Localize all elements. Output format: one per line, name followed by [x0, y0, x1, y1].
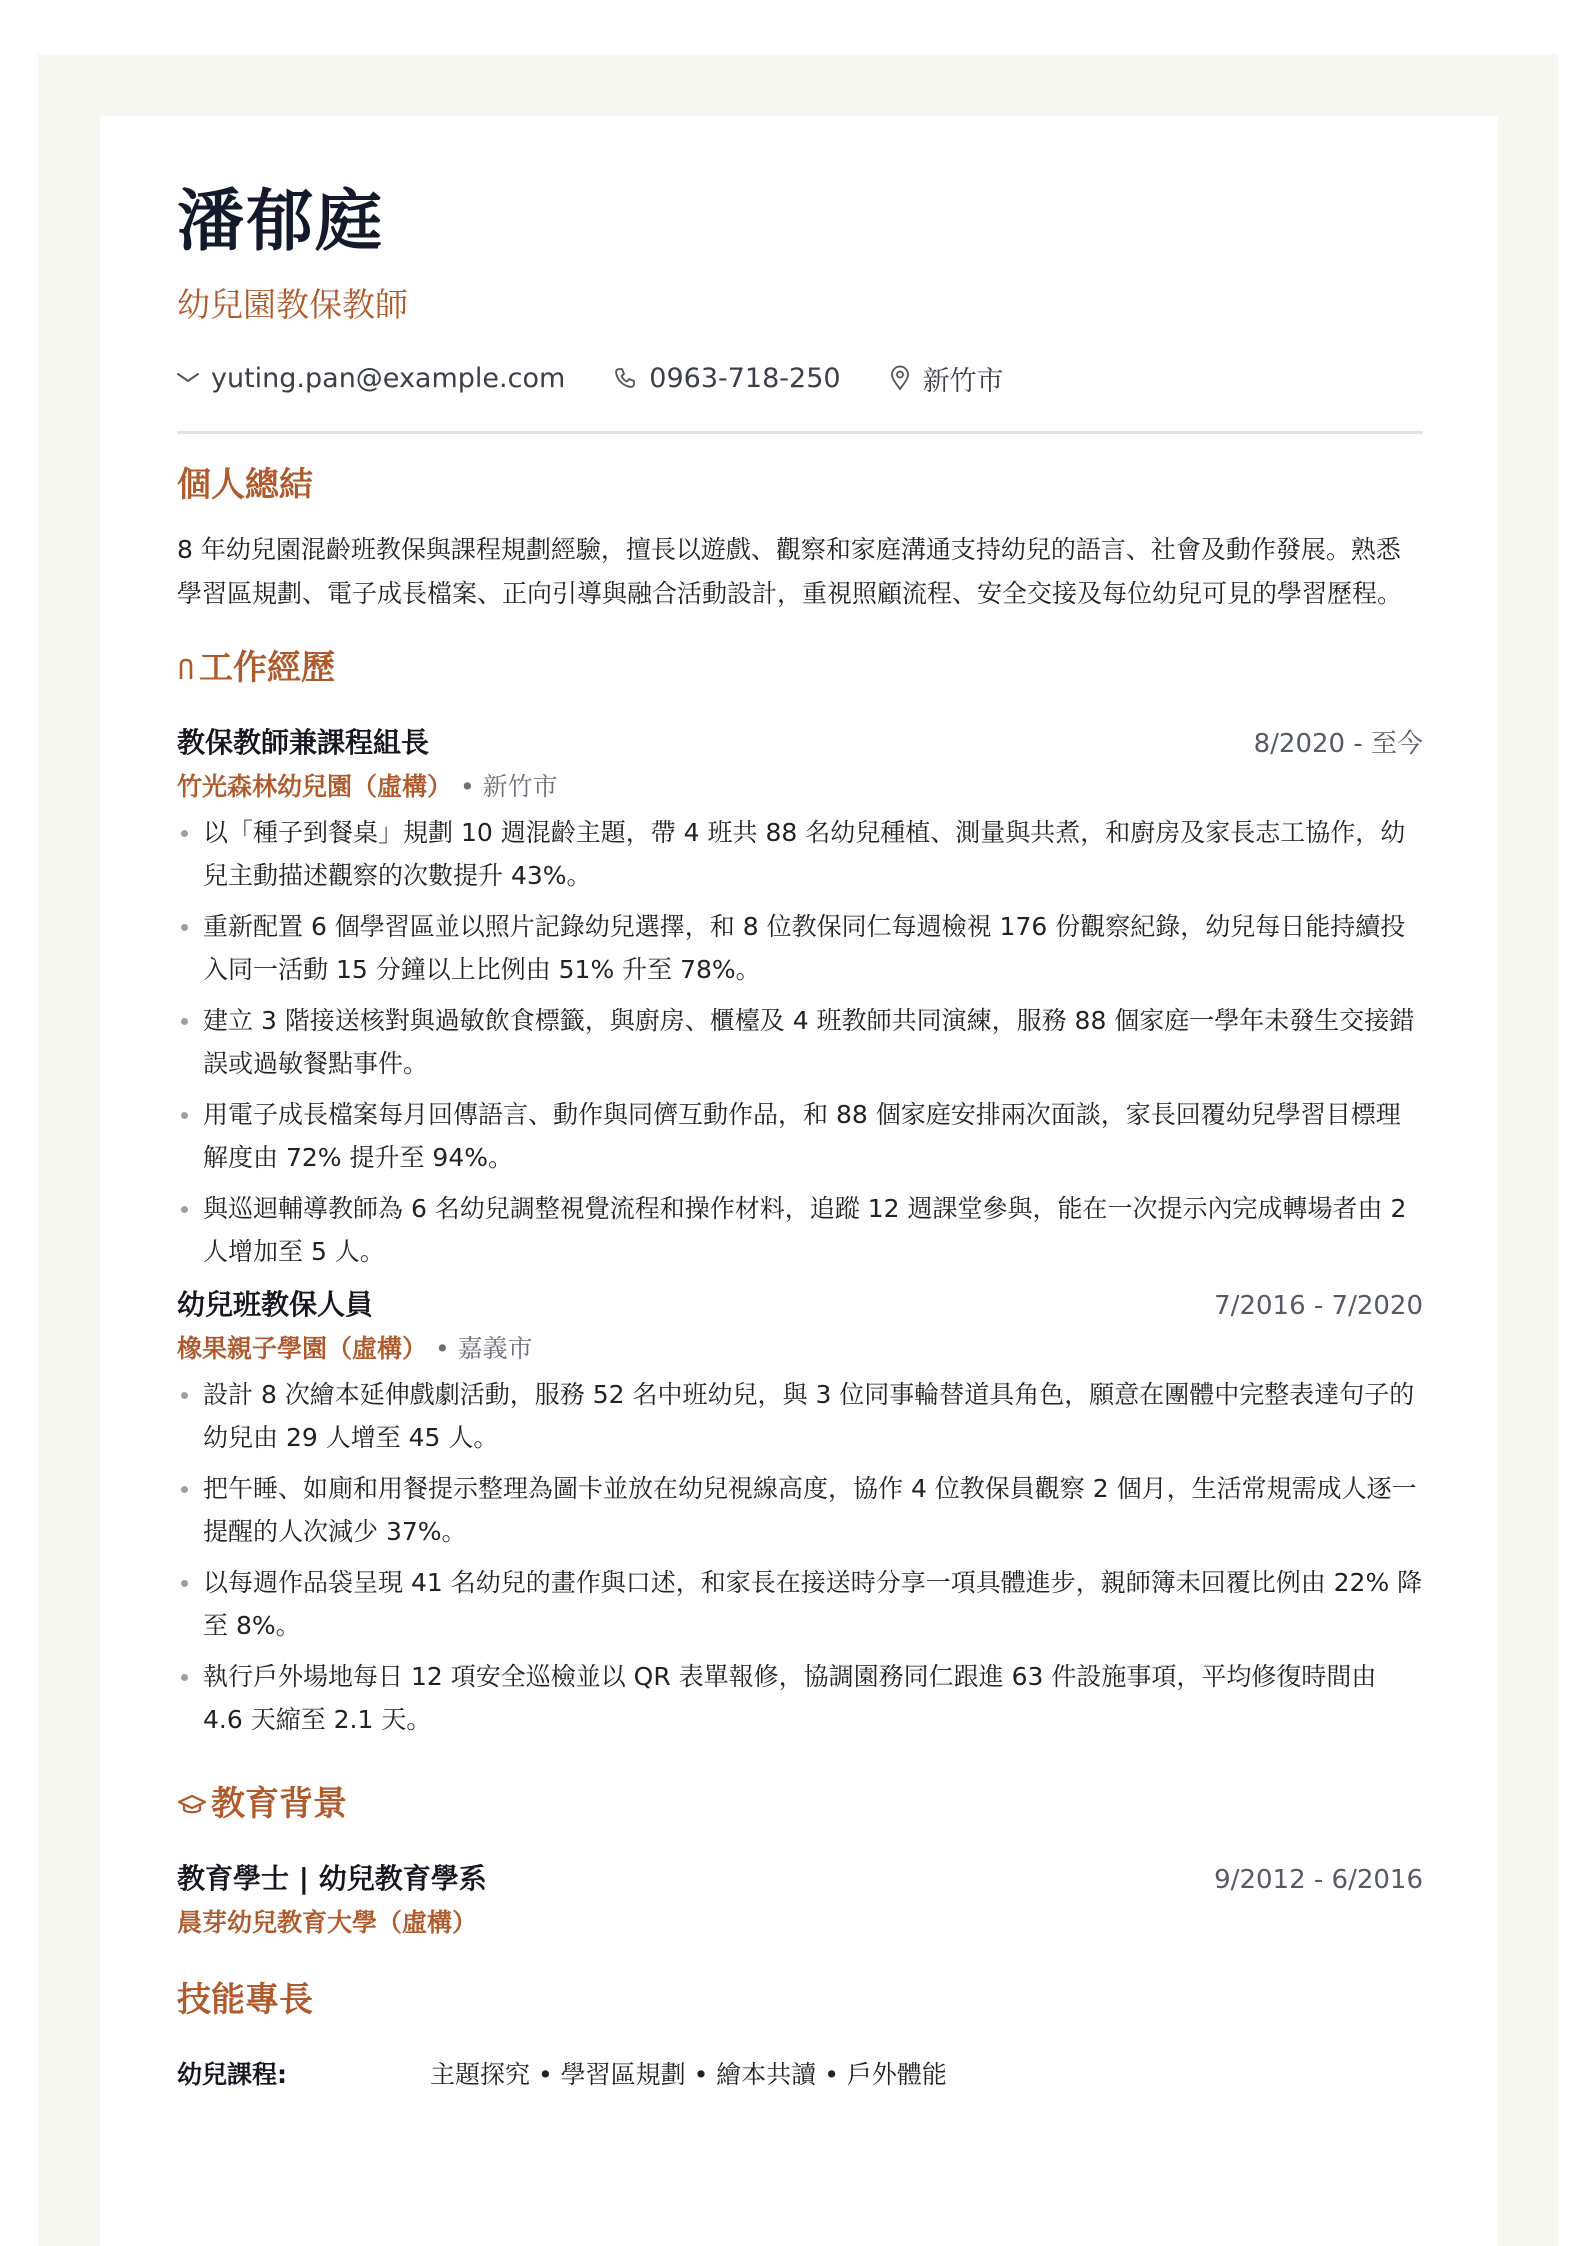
resume-content — [177, 182, 1423, 2091]
education-heading-text: 教育背景 — [211, 1784, 347, 1824]
bullet-item: 以「種子到餐桌」規劃 10 週混齡主題，帶 4 班共 88 名幼兒種植、測量與共煮，和廚房及家長志工協作，幼兒主動描述觀察的次數提升 43%。 — [177, 811, 1423, 897]
job-location: • 新竹市 — [459, 772, 558, 801]
job-bullets — [177, 811, 1423, 1273]
job-organization: 橡果親子學園（虛構） — [177, 1334, 428, 1363]
summary-heading — [177, 465, 1423, 505]
education-heading — [177, 1784, 1423, 1824]
location-text: 新竹市 — [922, 365, 1004, 397]
skills-heading — [177, 1980, 1423, 2020]
location-pin-icon — [889, 365, 911, 391]
job-date: 7/2016 - 7/2020 — [1214, 1291, 1423, 1321]
phone-icon — [613, 366, 637, 390]
degree-title: 教育學士 | 幼兒教育學系 — [177, 1862, 487, 1895]
job-location: • 嘉義市 — [434, 1334, 533, 1363]
bullet-item: 設計 8 次繪本延伸戲劇活動，服務 52 名中班幼兒，與 3 位同事輪替道具角色，願意在團體中完整表達句子的幼兒由 29 人增至 45 人。 — [177, 1373, 1423, 1459]
contact-bar — [177, 358, 1423, 398]
header-divider — [177, 431, 1423, 434]
candidate-name: 潘郁庭 — [177, 182, 384, 260]
bullet-item: 重新配置 6 個學習區並以照片記錄幼兒選擇，和 8 位教保同仁每週檢視 176 份觀察紀錄，幼兒每日能持續投入同一活動 15 分鐘以上比例由 51% 升至 78%。 — [177, 905, 1423, 991]
bullet-item: 以每週作品袋呈現 41 名幼兒的畫作與口述，和家長在接送時分享一項具體進步，親師簿未回覆比例由 22% 降至 8%。 — [177, 1561, 1423, 1647]
bullet-item: 把午睡、如廁和用餐提示整理為圖卡並放在幼兒視線高度，協作 4 位教保員觀察 2 個月，生活常規需成人逐一提醒的人次減少 37%。 — [177, 1467, 1423, 1553]
contact-phone[interactable] — [613, 363, 840, 394]
email-text: yuting.pan@example.com — [211, 362, 566, 394]
experience-heading-text: 工作經歷 — [199, 648, 335, 688]
experience-heading — [177, 648, 1423, 688]
bullet-item: 建立 3 階接送核對與過敏飲食標籤，與廚房、櫃檯及 4 班教師共同演練，服務 88 個家庭一學年未發生交接錯誤或過敏餐點事件。 — [177, 999, 1423, 1085]
bullet-item: 與巡迴輔導教師為 6 名幼兒調整視覺流程和操作材料，追蹤 12 週課堂參與，能在一次提示內完成轉場者由 2 人增加至 5 人。 — [177, 1187, 1423, 1273]
contact-email[interactable] — [177, 363, 565, 394]
job-title: 幼兒班教保人員 — [177, 1288, 374, 1321]
skills-heading-text: 技能專長 — [177, 1980, 313, 2020]
email-icon — [177, 371, 199, 385]
skill-category: 幼兒課程: — [177, 2060, 287, 2089]
education-date: 9/2012 - 6/2016 — [1214, 1865, 1423, 1895]
summary-heading-text: 個人總結 — [177, 465, 313, 505]
skills-row — [177, 2055, 1423, 2091]
briefcase-icon — [177, 653, 195, 683]
bullet-item: 執行戶外場地每日 12 項安全巡檢並以 QR 表單報修，協調園務同仁跟進 63 件設施事項，平均修復時間由 4.6 天縮至 2.1 天。 — [177, 1655, 1423, 1741]
school-name: 晨芽幼兒教育大學（虛構） — [177, 1908, 478, 1937]
job-date: 8/2020 - 至今 — [1253, 729, 1423, 759]
job-entry — [177, 1283, 1423, 1741]
graduation-cap-icon — [177, 1792, 207, 1816]
education-entry — [177, 1857, 1423, 1939]
job-title: 教保教師兼課程組長 — [177, 726, 430, 759]
summary-text: 8 年幼兒園混齡班教保與課程規劃經驗，擅長以遊戲、觀察和家庭溝通支持幼兒的語言、社會及動作發展。熟悉學習區規劃、電子成長檔案、正向引導與融合活動設計，重視照顧流程、安全交接及每位幼兒可見的學習歷程。 — [177, 535, 1403, 608]
job-bullets — [177, 1373, 1423, 1741]
contact-location — [889, 359, 1004, 398]
job-entry — [177, 721, 1423, 1273]
phone-text: 0963-718-250 — [649, 362, 841, 394]
skill-items: 主題探究 • 學習區規劃 • 繪本共讀 • 戶外體能 — [430, 2060, 947, 2089]
bullet-item: 用電子成長檔案每月回傳語言、動作與同儕互動作品，和 88 個家庭安排兩次面談，家長回覆幼兒學習目標理解度由 72% 提升至 94%。 — [177, 1093, 1423, 1179]
candidate-role: 幼兒園教保教師 — [177, 285, 408, 324]
job-organization: 竹光森林幼兒園（虛構） — [177, 772, 453, 801]
